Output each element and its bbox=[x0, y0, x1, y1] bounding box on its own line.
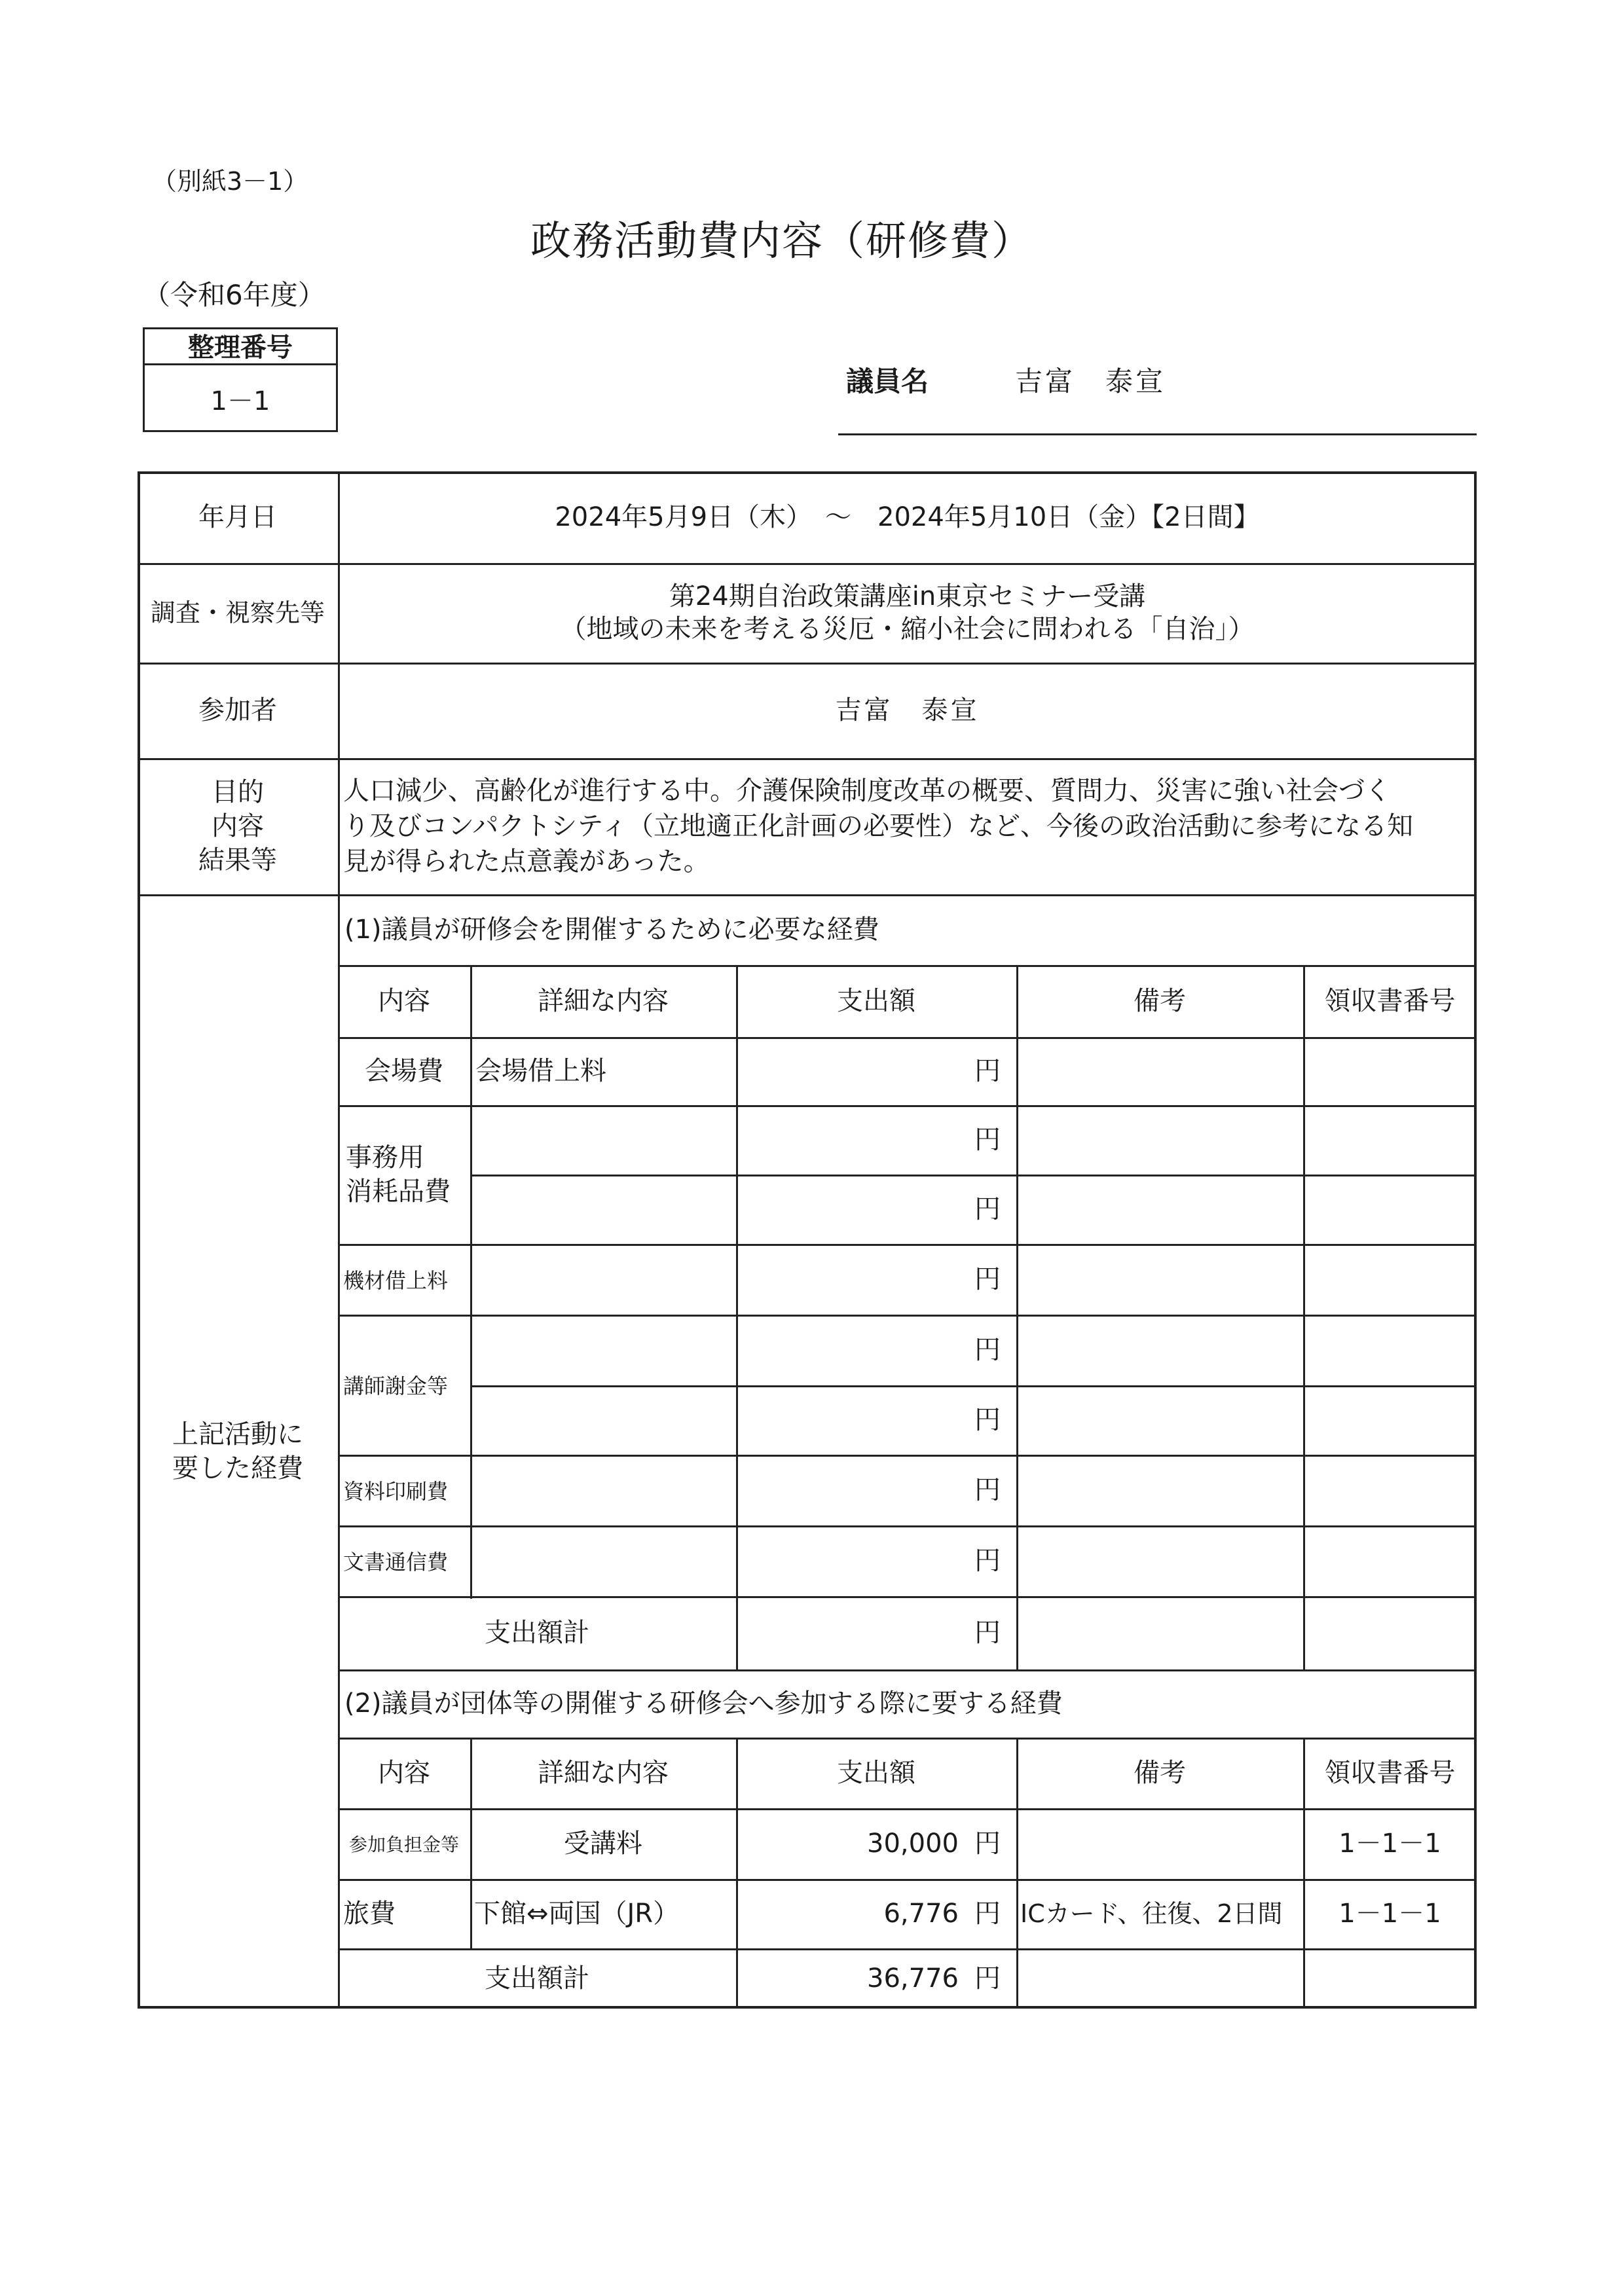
purpose-text-line: 人口減少、高齢化が進行する中。介護保険制度改革の概要、質問力、災害に強い社会づく bbox=[343, 776, 1391, 806]
participation-fee-amount: 30,000 bbox=[867, 1829, 959, 1859]
participation-fee-receipt: 1－1－1 bbox=[1338, 1829, 1441, 1859]
purpose-label bbox=[138, 758, 338, 894]
travel-expense-label: 旅費 bbox=[343, 1899, 396, 1929]
s1-header-note: 備考 bbox=[1134, 986, 1186, 1016]
participant-label: 参加者 bbox=[198, 695, 277, 725]
travel-expense-receipt: 1－1－1 bbox=[1338, 1899, 1441, 1929]
member-name: 吉富 泰宣 bbox=[1015, 365, 1166, 397]
s1-total-label: 支出額計 bbox=[485, 1618, 589, 1648]
fiscal-year: （令和6年度） bbox=[143, 279, 325, 311]
destination-line-2: （地域の未来を考える災厄・縮小社会に問われる「自治」） bbox=[560, 614, 1255, 644]
purpose-label-line: 目的 bbox=[212, 777, 264, 807]
annex-label: （別紙3－1） bbox=[152, 167, 308, 196]
purpose-label-line: 内容 bbox=[212, 811, 264, 841]
date-value: 2024年5月9日（木） ～ 2024年5月10日（金）【2日間】 bbox=[555, 502, 1260, 532]
travel-expense-amount: 6,776 bbox=[883, 1899, 959, 1929]
reference-number-label: 整理番号 bbox=[143, 327, 338, 365]
section-2-title: (2)議員が団体等の開催する研修会へ参加する際に要する経費 bbox=[344, 1688, 1063, 1719]
participation-fee-detail: 受講料 bbox=[564, 1829, 642, 1859]
yen-unit: 円 bbox=[974, 1899, 1001, 1929]
yen-unit: 円 bbox=[974, 1618, 1001, 1648]
s2-total-label: 支出額計 bbox=[485, 1963, 589, 1994]
member-name-label: 議員名 bbox=[846, 365, 929, 397]
yen-unit: 円 bbox=[974, 1125, 1001, 1155]
expense-label bbox=[138, 894, 338, 2009]
travel-expense-note: ICカード、往復、2日間 bbox=[1020, 1899, 1283, 1928]
yen-unit: 円 bbox=[974, 1546, 1001, 1576]
column-divider bbox=[1016, 965, 1018, 1669]
participation-fee-label: 参加負担金等 bbox=[348, 1834, 459, 1855]
yen-unit: 円 bbox=[974, 1335, 1001, 1365]
expense-label-line: 上記活動に bbox=[172, 1419, 303, 1449]
communication-fee-label: 文書通信費 bbox=[343, 1550, 449, 1575]
office-supplies-line: 消耗品費 bbox=[346, 1176, 451, 1207]
s2-total-amount: 36,776 bbox=[867, 1963, 959, 1994]
yen-unit: 円 bbox=[974, 1405, 1001, 1435]
expense-label-line: 要した経費 bbox=[172, 1453, 303, 1484]
destination-value bbox=[338, 563, 1477, 663]
yen-unit: 円 bbox=[974, 1963, 1001, 1994]
date-label: 年月日 bbox=[198, 502, 277, 532]
s1-header-amount: 支出額 bbox=[837, 986, 915, 1016]
yen-unit: 円 bbox=[974, 1264, 1001, 1294]
yen-unit: 円 bbox=[974, 1475, 1001, 1505]
purpose-text-line: 見が得られた点意義があった。 bbox=[343, 847, 710, 877]
venue-fee-detail: 会場借上料 bbox=[475, 1056, 606, 1086]
s1-header-item: 内容 bbox=[378, 986, 430, 1016]
s2-header-amount: 支出額 bbox=[837, 1758, 915, 1788]
yen-unit: 円 bbox=[974, 1056, 1001, 1086]
travel-expense-detail: 下館⇔両国（JR） bbox=[474, 1899, 680, 1929]
venue-fee-label: 会場費 bbox=[365, 1056, 443, 1086]
equipment-rental-label: 機材借上料 bbox=[343, 1268, 449, 1293]
document-title: 政務活動費内容（研修費） bbox=[530, 217, 1034, 264]
purpose-text-line: り及びコンパクトシティ（立地適正化計画の必要性）など、今後の政治活動に参考になる知 bbox=[343, 811, 1413, 841]
column-divider bbox=[470, 965, 472, 1599]
s2-header-item: 内容 bbox=[378, 1758, 430, 1788]
office-supplies-label bbox=[338, 1105, 470, 1244]
lecturer-fee-label: 講師謝金等 bbox=[343, 1374, 449, 1398]
s2-header-detail: 詳細な内容 bbox=[538, 1758, 669, 1788]
column-divider bbox=[1303, 965, 1305, 1669]
s1-header-detail: 詳細な内容 bbox=[538, 986, 669, 1016]
section-1-title: (1)議員が研修会を開催するために必要な経費 bbox=[344, 915, 879, 945]
yen-unit: 円 bbox=[974, 1829, 1001, 1859]
participant-value: 吉富 泰宣 bbox=[835, 695, 980, 725]
s2-header-receipt: 領収書番号 bbox=[1324, 1758, 1456, 1788]
purpose-text bbox=[343, 758, 1473, 894]
office-supplies-line: 事務用 bbox=[346, 1142, 424, 1173]
printing-fee-label: 資料印刷費 bbox=[343, 1479, 449, 1504]
s1-header-receipt: 領収書番号 bbox=[1324, 986, 1456, 1016]
reference-number-value: 1－1 bbox=[210, 386, 270, 416]
yen-unit: 円 bbox=[974, 1194, 1001, 1224]
member-name-underline bbox=[838, 433, 1477, 435]
purpose-label-line: 結果等 bbox=[198, 845, 277, 875]
s2-header-note: 備考 bbox=[1134, 1758, 1186, 1788]
destination-line-1: 第24期自治政策講座in東京セミナー受講 bbox=[669, 581, 1146, 611]
destination-label: 調査・視察先等 bbox=[150, 598, 325, 627]
